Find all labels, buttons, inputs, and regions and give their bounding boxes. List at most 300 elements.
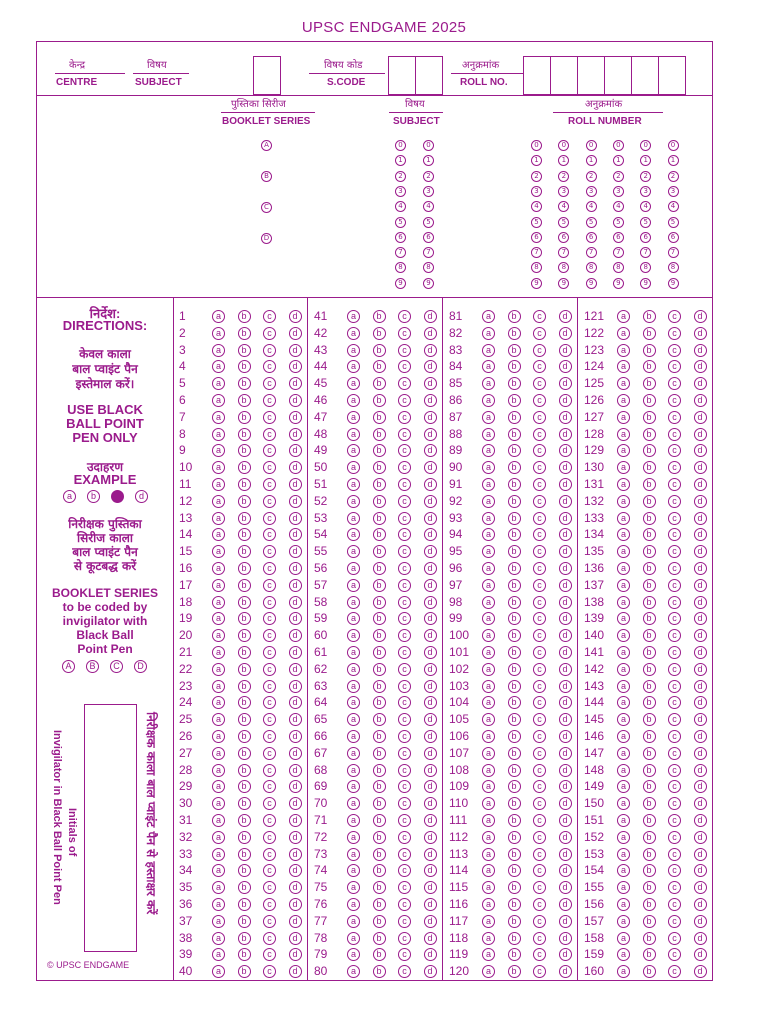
answer-bubble[interactable]: d [559, 898, 572, 911]
answer-bubble[interactable]: a [212, 898, 225, 911]
answer-bubble[interactable]: b [238, 932, 251, 945]
answer-bubble[interactable]: d [694, 713, 707, 726]
answer-bubble[interactable]: d [289, 545, 302, 558]
subject-digit-bubble[interactable]: 0 [423, 140, 434, 151]
answer-bubble[interactable]: c [398, 612, 411, 625]
answer-bubble[interactable]: c [263, 831, 276, 844]
answer-bubble[interactable]: c [533, 579, 546, 592]
answer-bubble[interactable]: b [373, 881, 386, 894]
answer-bubble[interactable]: a [482, 444, 495, 457]
answer-bubble[interactable]: d [694, 310, 707, 323]
answer-bubble[interactable]: b [238, 428, 251, 441]
subject-digit-bubble[interactable]: 2 [395, 171, 406, 182]
answer-bubble[interactable]: a [212, 713, 225, 726]
answer-bubble[interactable]: a [212, 545, 225, 558]
answer-bubble[interactable]: b [508, 327, 521, 340]
answer-bubble[interactable]: c [533, 713, 546, 726]
answer-bubble[interactable]: d [694, 831, 707, 844]
answer-bubble[interactable]: d [289, 932, 302, 945]
answer-bubble[interactable]: c [398, 545, 411, 558]
answer-bubble[interactable]: b [238, 512, 251, 525]
answer-bubble[interactable]: a [212, 663, 225, 676]
roll-digit-bubble[interactable]: 9 [531, 278, 542, 289]
booklet-series-bubble[interactable]: D [261, 233, 272, 244]
answer-bubble[interactable]: b [373, 495, 386, 508]
answer-bubble[interactable]: d [424, 730, 437, 743]
answer-bubble[interactable]: a [347, 461, 360, 474]
answer-bubble[interactable]: c [263, 377, 276, 390]
answer-bubble[interactable]: b [643, 461, 656, 474]
answer-bubble[interactable]: a [212, 377, 225, 390]
roll-digit-bubble[interactable]: 9 [586, 278, 597, 289]
answer-bubble[interactable]: a [482, 915, 495, 928]
answer-bubble[interactable]: d [424, 696, 437, 709]
answer-bubble[interactable]: a [617, 730, 630, 743]
answer-bubble[interactable]: d [289, 596, 302, 609]
answer-bubble[interactable]: a [212, 730, 225, 743]
roll-digit-bubble[interactable]: 4 [668, 201, 679, 212]
answer-bubble[interactable]: d [559, 512, 572, 525]
answer-bubble[interactable]: b [238, 730, 251, 743]
answer-bubble[interactable]: b [643, 629, 656, 642]
answer-bubble[interactable]: a [482, 360, 495, 373]
roll-digit-bubble[interactable]: 3 [531, 186, 542, 197]
answer-bubble[interactable]: a [617, 814, 630, 827]
answer-bubble[interactable]: d [694, 327, 707, 340]
answer-bubble[interactable]: d [424, 831, 437, 844]
roll-digit-bubble[interactable]: 1 [586, 155, 597, 166]
answer-bubble[interactable]: c [263, 562, 276, 575]
answer-bubble[interactable]: a [212, 747, 225, 760]
roll-digit-bubble[interactable]: 4 [531, 201, 542, 212]
answer-bubble[interactable]: b [508, 780, 521, 793]
answer-bubble[interactable]: a [347, 596, 360, 609]
roll-digit-bubble[interactable]: 0 [613, 140, 624, 151]
answer-bubble[interactable]: c [398, 680, 411, 693]
answer-bubble[interactable]: d [694, 512, 707, 525]
answer-bubble[interactable]: d [424, 663, 437, 676]
answer-bubble[interactable]: d [289, 444, 302, 457]
roll-digit-bubble[interactable]: 9 [558, 278, 569, 289]
answer-bubble[interactable]: b [373, 680, 386, 693]
answer-bubble[interactable]: a [482, 797, 495, 810]
answer-bubble[interactable]: c [263, 528, 276, 541]
answer-bubble[interactable]: c [398, 713, 411, 726]
roll-digit-bubble[interactable]: 2 [531, 171, 542, 182]
answer-bubble[interactable]: b [508, 394, 521, 407]
answer-bubble[interactable]: a [212, 965, 225, 978]
roll-digit-bubble[interactable]: 8 [531, 262, 542, 273]
answer-bubble[interactable]: b [238, 915, 251, 928]
answer-bubble[interactable]: b [373, 747, 386, 760]
answer-bubble[interactable]: c [398, 864, 411, 877]
roll-digit-bubble[interactable]: 7 [640, 247, 651, 258]
answer-bubble[interactable]: c [668, 360, 681, 373]
subject-digit-bubble[interactable]: 6 [423, 232, 434, 243]
roll-digit-bubble[interactable]: 0 [531, 140, 542, 151]
answer-bubble[interactable]: d [424, 948, 437, 961]
answer-bubble[interactable]: c [263, 579, 276, 592]
answer-bubble[interactable]: c [263, 478, 276, 491]
answer-bubble[interactable]: d [289, 344, 302, 357]
answer-bubble[interactable]: c [398, 360, 411, 373]
answer-bubble[interactable]: d [694, 612, 707, 625]
answer-bubble[interactable]: d [289, 713, 302, 726]
answer-bubble[interactable]: a [212, 629, 225, 642]
subject-digit-bubble[interactable]: 5 [423, 217, 434, 228]
answer-bubble[interactable]: b [373, 780, 386, 793]
answer-bubble[interactable]: c [533, 495, 546, 508]
answer-bubble[interactable]: b [238, 545, 251, 558]
answer-bubble[interactable]: b [508, 612, 521, 625]
answer-bubble[interactable]: c [533, 696, 546, 709]
answer-bubble[interactable]: a [212, 428, 225, 441]
answer-bubble[interactable]: c [533, 831, 546, 844]
roll-digit-bubble[interactable]: 6 [531, 232, 542, 243]
answer-bubble[interactable]: a [617, 764, 630, 777]
roll-digit-bubble[interactable]: 3 [613, 186, 624, 197]
answer-bubble[interactable]: d [694, 646, 707, 659]
answer-bubble[interactable]: a [347, 965, 360, 978]
answer-bubble[interactable]: c [668, 932, 681, 945]
answer-bubble[interactable]: d [289, 730, 302, 743]
subject-digit-bubble[interactable]: 4 [423, 201, 434, 212]
answer-bubble[interactable]: a [347, 646, 360, 659]
answer-bubble[interactable]: b [643, 696, 656, 709]
answer-bubble[interactable]: c [263, 848, 276, 861]
answer-bubble[interactable]: d [559, 360, 572, 373]
answer-bubble[interactable]: b [238, 965, 251, 978]
answer-bubble[interactable]: d [559, 848, 572, 861]
answer-bubble[interactable]: b [238, 780, 251, 793]
answer-bubble[interactable]: b [238, 797, 251, 810]
answer-bubble[interactable]: c [668, 411, 681, 424]
answer-bubble[interactable]: d [424, 545, 437, 558]
answer-bubble[interactable]: b [373, 327, 386, 340]
answer-bubble[interactable]: a [347, 629, 360, 642]
answer-bubble[interactable]: d [424, 713, 437, 726]
subject-digit-bubble[interactable]: 4 [395, 201, 406, 212]
answer-bubble[interactable]: c [398, 344, 411, 357]
answer-bubble[interactable]: c [533, 965, 546, 978]
answer-bubble[interactable]: d [424, 579, 437, 592]
answer-bubble[interactable]: d [559, 495, 572, 508]
answer-bubble[interactable]: b [508, 428, 521, 441]
answer-bubble[interactable]: b [238, 327, 251, 340]
subject-digit-bubble[interactable]: 7 [423, 247, 434, 258]
answer-bubble[interactable]: c [398, 831, 411, 844]
answer-bubble[interactable]: a [347, 831, 360, 844]
answer-bubble[interactable]: b [373, 646, 386, 659]
answer-bubble[interactable]: b [643, 596, 656, 609]
roll-digit-bubble[interactable]: 8 [558, 262, 569, 273]
answer-bubble[interactable]: a [347, 696, 360, 709]
answer-bubble[interactable]: c [263, 495, 276, 508]
answer-bubble[interactable]: a [212, 579, 225, 592]
answer-bubble[interactable]: d [559, 696, 572, 709]
answer-bubble[interactable]: b [238, 310, 251, 323]
answer-bubble[interactable]: b [238, 663, 251, 676]
answer-bubble[interactable]: c [263, 545, 276, 558]
answer-bubble[interactable]: b [238, 696, 251, 709]
answer-bubble[interactable]: d [424, 797, 437, 810]
answer-bubble[interactable]: d [559, 528, 572, 541]
answer-bubble[interactable]: c [533, 360, 546, 373]
answer-bubble[interactable]: d [289, 848, 302, 861]
subject-digit-bubble[interactable]: 3 [423, 186, 434, 197]
answer-bubble[interactable]: a [617, 713, 630, 726]
answer-bubble[interactable]: a [617, 478, 630, 491]
subject-digit-bubble[interactable]: 8 [423, 262, 434, 273]
answer-bubble[interactable]: d [694, 898, 707, 911]
roll-digit-bubble[interactable]: 5 [531, 217, 542, 228]
answer-bubble[interactable]: b [508, 629, 521, 642]
answer-bubble[interactable]: c [263, 764, 276, 777]
answer-bubble[interactable]: b [643, 680, 656, 693]
answer-bubble[interactable]: b [643, 646, 656, 659]
answer-bubble[interactable]: b [238, 747, 251, 760]
answer-bubble[interactable]: b [373, 428, 386, 441]
answer-bubble[interactable]: a [617, 948, 630, 961]
answer-bubble[interactable]: c [533, 411, 546, 424]
answer-bubble[interactable]: d [559, 747, 572, 760]
roll-digit-bubble[interactable]: 1 [640, 155, 651, 166]
subject-digit-bubble[interactable]: 3 [395, 186, 406, 197]
answer-bubble[interactable]: c [668, 965, 681, 978]
roll-digit-bubble[interactable]: 3 [586, 186, 597, 197]
answer-bubble[interactable]: a [212, 461, 225, 474]
answer-bubble[interactable]: a [347, 848, 360, 861]
answer-bubble[interactable]: c [263, 596, 276, 609]
answer-bubble[interactable]: a [347, 932, 360, 945]
answer-bubble[interactable]: c [263, 327, 276, 340]
answer-bubble[interactable]: c [668, 596, 681, 609]
answer-bubble[interactable]: c [398, 327, 411, 340]
answer-bubble[interactable]: a [617, 898, 630, 911]
roll-digit-bubble[interactable]: 5 [586, 217, 597, 228]
answer-bubble[interactable]: a [347, 764, 360, 777]
answer-bubble[interactable]: c [533, 848, 546, 861]
answer-bubble[interactable]: b [238, 394, 251, 407]
answer-bubble[interactable]: a [482, 696, 495, 709]
answer-bubble[interactable]: b [508, 965, 521, 978]
answer-bubble[interactable]: d [289, 428, 302, 441]
answer-bubble[interactable]: a [212, 764, 225, 777]
answer-bubble[interactable]: b [238, 864, 251, 877]
answer-bubble[interactable]: b [643, 428, 656, 441]
answer-bubble[interactable]: c [668, 394, 681, 407]
answer-bubble[interactable]: a [482, 881, 495, 894]
answer-bubble[interactable]: d [694, 747, 707, 760]
answer-bubble[interactable]: b [508, 680, 521, 693]
answer-bubble[interactable]: a [482, 461, 495, 474]
answer-bubble[interactable]: c [668, 915, 681, 928]
roll-digit-bubble[interactable]: 0 [668, 140, 679, 151]
answer-bubble[interactable]: d [424, 344, 437, 357]
answer-bubble[interactable]: d [424, 629, 437, 642]
answer-bubble[interactable]: b [508, 797, 521, 810]
answer-bubble[interactable]: b [643, 310, 656, 323]
answer-bubble[interactable]: a [482, 545, 495, 558]
answer-bubble[interactable]: b [508, 310, 521, 323]
roll-digit-bubble[interactable]: 8 [640, 262, 651, 273]
answer-bubble[interactable]: d [694, 562, 707, 575]
answer-bubble[interactable]: b [643, 797, 656, 810]
answer-bubble[interactable]: a [347, 411, 360, 424]
answer-bubble[interactable]: b [508, 344, 521, 357]
answer-bubble[interactable]: d [289, 495, 302, 508]
answer-bubble[interactable]: a [212, 780, 225, 793]
answer-bubble[interactable]: b [643, 545, 656, 558]
answer-bubble[interactable]: a [482, 965, 495, 978]
answer-bubble[interactable]: c [668, 461, 681, 474]
answer-bubble[interactable]: a [617, 428, 630, 441]
answer-bubble[interactable]: b [508, 478, 521, 491]
answer-bubble[interactable]: b [643, 377, 656, 390]
answer-bubble[interactable]: b [643, 915, 656, 928]
answer-bubble[interactable]: c [398, 377, 411, 390]
answer-bubble[interactable]: b [373, 831, 386, 844]
answer-bubble[interactable]: a [347, 663, 360, 676]
answer-bubble[interactable]: b [643, 663, 656, 676]
answer-bubble[interactable]: a [482, 932, 495, 945]
subject-digit-bubble[interactable]: 5 [395, 217, 406, 228]
answer-bubble[interactable]: a [482, 495, 495, 508]
answer-bubble[interactable]: c [668, 814, 681, 827]
answer-bubble[interactable]: b [238, 344, 251, 357]
answer-bubble[interactable]: d [694, 881, 707, 894]
answer-bubble[interactable]: c [398, 495, 411, 508]
answer-bubble[interactable]: b [643, 965, 656, 978]
answer-bubble[interactable]: b [238, 528, 251, 541]
answer-bubble[interactable]: c [533, 797, 546, 810]
roll-digit-bubble[interactable]: 1 [531, 155, 542, 166]
roll-digit-bubble[interactable]: 3 [558, 186, 569, 197]
answer-bubble[interactable]: a [347, 562, 360, 575]
answer-bubble[interactable]: b [508, 579, 521, 592]
answer-bubble[interactable]: b [508, 848, 521, 861]
answer-bubble[interactable]: c [398, 444, 411, 457]
answer-bubble[interactable]: a [212, 864, 225, 877]
answer-bubble[interactable]: d [559, 932, 572, 945]
answer-bubble[interactable]: b [508, 377, 521, 390]
answer-bubble[interactable]: b [373, 528, 386, 541]
answer-bubble[interactable]: a [617, 461, 630, 474]
answer-bubble[interactable]: d [289, 528, 302, 541]
answer-bubble[interactable]: d [289, 310, 302, 323]
roll-digit-bubble[interactable]: 2 [558, 171, 569, 182]
subject-box[interactable] [253, 56, 281, 95]
answer-bubble[interactable]: b [643, 360, 656, 373]
answer-bubble[interactable]: b [373, 545, 386, 558]
booklet-series-bubble[interactable]: A [261, 140, 272, 151]
subject-digit-bubble[interactable]: 9 [423, 278, 434, 289]
answer-bubble[interactable]: c [263, 915, 276, 928]
roll-digit-bubble[interactable]: 3 [640, 186, 651, 197]
answer-bubble[interactable]: c [533, 612, 546, 625]
answer-bubble[interactable]: a [347, 327, 360, 340]
answer-bubble[interactable]: d [694, 579, 707, 592]
answer-bubble[interactable]: a [212, 612, 225, 625]
answer-bubble[interactable]: a [482, 814, 495, 827]
answer-bubble[interactable]: b [238, 495, 251, 508]
subject-digit-bubble[interactable]: 8 [395, 262, 406, 273]
answer-bubble[interactable]: c [263, 428, 276, 441]
answer-bubble[interactable]: c [263, 680, 276, 693]
answer-bubble[interactable]: d [424, 310, 437, 323]
answer-bubble[interactable]: c [398, 965, 411, 978]
answer-bubble[interactable]: a [212, 478, 225, 491]
answer-bubble[interactable]: b [373, 612, 386, 625]
answer-bubble[interactable]: c [668, 797, 681, 810]
answer-bubble[interactable]: d [694, 377, 707, 390]
answer-bubble[interactable]: b [508, 814, 521, 827]
answer-bubble[interactable]: d [694, 428, 707, 441]
answer-bubble[interactable]: b [373, 596, 386, 609]
answer-bubble[interactable]: a [482, 478, 495, 491]
answer-bubble[interactable]: a [347, 881, 360, 894]
answer-bubble[interactable]: a [347, 579, 360, 592]
answer-bubble[interactable]: b [508, 663, 521, 676]
answer-bubble[interactable]: a [482, 411, 495, 424]
answer-bubble[interactable]: a [212, 596, 225, 609]
roll-box[interactable] [631, 56, 659, 95]
answer-bubble[interactable]: b [373, 411, 386, 424]
answer-bubble[interactable]: a [212, 394, 225, 407]
answer-bubble[interactable]: b [508, 831, 521, 844]
answer-bubble[interactable]: d [694, 394, 707, 407]
answer-bubble[interactable]: a [482, 394, 495, 407]
answer-bubble[interactable]: b [373, 562, 386, 575]
roll-digit-bubble[interactable]: 7 [586, 247, 597, 258]
answer-bubble[interactable]: a [347, 713, 360, 726]
answer-bubble[interactable]: b [238, 764, 251, 777]
answer-bubble[interactable]: d [559, 545, 572, 558]
answer-bubble[interactable]: d [289, 360, 302, 373]
answer-bubble[interactable]: b [508, 528, 521, 541]
roll-digit-bubble[interactable]: 2 [613, 171, 624, 182]
roll-digit-bubble[interactable]: 5 [613, 217, 624, 228]
answer-bubble[interactable]: c [398, 528, 411, 541]
answer-bubble[interactable]: d [559, 596, 572, 609]
answer-bubble[interactable]: a [617, 915, 630, 928]
roll-digit-bubble[interactable]: 6 [668, 232, 679, 243]
answer-bubble[interactable]: c [533, 545, 546, 558]
answer-bubble[interactable]: d [694, 495, 707, 508]
answer-bubble[interactable]: a [482, 512, 495, 525]
answer-bubble[interactable]: d [424, 680, 437, 693]
answer-bubble[interactable]: b [643, 780, 656, 793]
answer-bubble[interactable]: d [424, 612, 437, 625]
answer-bubble[interactable]: c [668, 848, 681, 861]
roll-digit-bubble[interactable]: 2 [640, 171, 651, 182]
answer-bubble[interactable]: b [508, 444, 521, 457]
answer-bubble[interactable]: c [263, 965, 276, 978]
answer-bubble[interactable]: c [263, 797, 276, 810]
answer-bubble[interactable]: a [347, 915, 360, 928]
answer-bubble[interactable]: c [263, 932, 276, 945]
answer-bubble[interactable]: b [238, 848, 251, 861]
answer-bubble[interactable]: b [643, 898, 656, 911]
roll-digit-bubble[interactable]: 7 [613, 247, 624, 258]
answer-bubble[interactable]: c [398, 848, 411, 861]
roll-digit-bubble[interactable]: 4 [558, 201, 569, 212]
answer-bubble[interactable]: a [617, 965, 630, 978]
roll-digit-bubble[interactable]: 3 [668, 186, 679, 197]
answer-bubble[interactable]: c [533, 444, 546, 457]
answer-bubble[interactable]: d [559, 478, 572, 491]
answer-bubble[interactable]: b [373, 478, 386, 491]
